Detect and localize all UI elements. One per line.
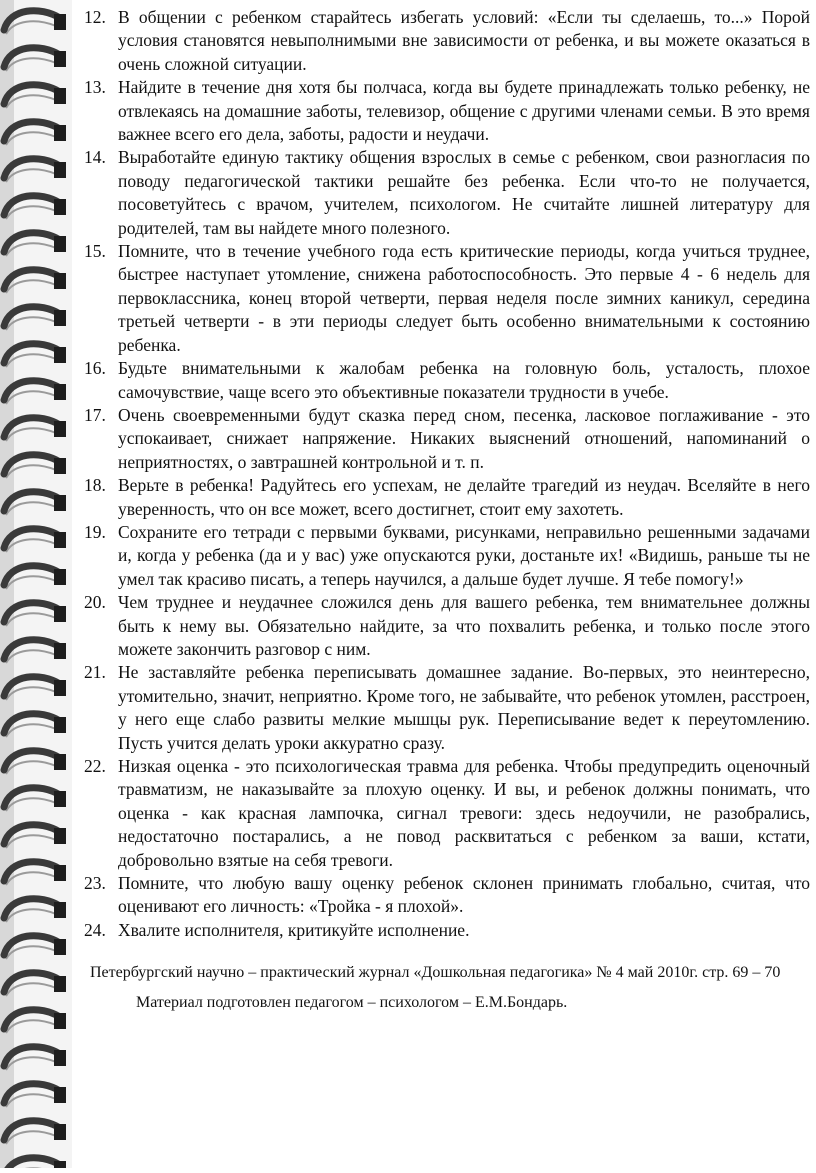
list-item — [84, 146, 810, 240]
item-number: 22. — [84, 756, 106, 776]
item-number: 23. — [84, 873, 106, 894]
item-text: Верьте в ребенка! Радуйтесь его успехам, не делайте трагедий из неудач. Вселяйте в него уверенность, что он все может, всего достигнет, стоит ему захотеть. — [118, 475, 810, 519]
item-text: В общении с ребенком старайтесь избегать условий: «Если ты сделаешь, то...» Порой условия становятся невыполнимыми вне зависимости от ребенка, и вы можете оказаться в очень сложной ситуации. — [118, 7, 810, 74]
item-number: 12. — [84, 7, 106, 27]
list-item — [84, 521, 810, 591]
list-item — [84, 240, 810, 357]
list-item — [84, 919, 810, 942]
item-text: Низкая оценка - это психологическая травма для ребенка. Чтобы предупредить оценочный травматизм, не наказывайте за плохую оценку. И вы, и ребенок должны понимать, что оценка - как красная лампочка, сигнал тревоги: здесь недоучили, не разобрались, недостаточно постарались, а не повод расквитаться с ребенком за ваши, кстати, добровольно взятые на себя тревоги. — [118, 756, 810, 870]
tips-list — [84, 6, 810, 942]
item-text: Выработайте единую тактику общения взрослых в семье с ребенком, свои разногласия по поводу педагогической тактики решайте без ребенка. Если что-то не получается, посоветуйтесь с врачом, учителем, психологом. Не считайте лишней литературу для родителей, там вы найдете много полезного. — [118, 147, 810, 238]
item-number: 16. — [84, 358, 106, 379]
author-credit: Материал подготовлен педагогом – психологом – Е.М.Бондарь. — [136, 994, 568, 1012]
item-number: 24. — [84, 919, 106, 940]
list-item — [84, 404, 810, 474]
item-text: Сохраните его тетради с первыми буквами, рисунками, неправильно решенными задачами и, когда у ребенка (да и у вас) уже опускаются руки, достаньте их! «Видишь, раньше ты не умел так красиво писать, а теперь научился, а дальше будет лучше. Я тебе помогу!» — [118, 521, 810, 589]
list-item — [84, 474, 810, 521]
item-text: Чем труднее и неудачнее сложился день для вашего ребенка, тем внимательнее должны быть к нему вы. Обязательно найдите, за что похвалить ребенка, и только после этого можете закончить разговор с ним. — [118, 592, 810, 659]
item-text: Будьте внимательными к жалобам ребенка на головную боль, усталость, плохое самочувствие, чаще всего это объективные показатели трудности в учебе. — [118, 358, 810, 402]
item-text: Очень своевременными будут сказка перед сном, песенка, ласковое поглаживание - это успокаивает, снижает напряжение. Никаких выяснений отношений, напоминаний о неприятностях, о завтрашней контрольной и т. п. — [118, 404, 810, 472]
list-item — [84, 755, 810, 872]
list-item — [84, 76, 810, 146]
item-text: Не заставляйте ребенка переписывать домашнее задание. Во-первых, это неинтересно, утомительно, значит, неприятно. Кроме того, не забывайте, что ребенок утомлен, расстроен, у него еще слабо развиты мелкие мышцы рук. Переписывание ведет к переутомлению. Пусть учится делать уроки аккуратно сразу. — [118, 662, 810, 753]
item-text: Найдите в течение дня хотя бы полчаса, когда вы будете принадлежать только ребенку, не отвлекаясь на домашние заботы, телевизор, общение с другими членами семьи. В это время важнее всего его дела, заботы, радости и неудачи. — [118, 77, 810, 145]
list-item — [84, 6, 810, 76]
item-number: 15. — [84, 241, 106, 262]
item-text: Помните, что в течение учебного года есть критические периоды, когда учиться труднее, быстрее наступает утомление, снижена работоспособность. Это первые 4 - 6 недель для первоклассника, конец второй четверти, первая неделя после зимних каникул, середина третьей четверти - в эти периоды следует быть особенно внимательными к состоянию ребенка. — [118, 241, 810, 355]
item-number: 17. — [84, 404, 106, 425]
item-number: 20. — [84, 592, 106, 613]
item-number: 21. — [84, 662, 106, 683]
item-number: 18. — [84, 475, 106, 496]
list-item — [84, 591, 810, 661]
source-citation: Петербургский научно – практический журнал «Дошкольная педагогика» № 4 май 2010г. стр. 69 – 70 — [90, 964, 781, 982]
item-number: 14. — [84, 147, 106, 168]
list-item — [84, 661, 810, 755]
list-item — [84, 872, 810, 919]
item-number: 13. — [84, 77, 106, 98]
list-item — [84, 357, 810, 404]
document-body — [84, 6, 810, 1014]
item-text: Помните, что любую вашу оценку ребенок склонен принимать глобально, считая, что оценивают его личность: «Тройка - я плохой». — [118, 873, 810, 917]
item-number: 19. — [84, 521, 106, 542]
spiral-binding — [0, 0, 72, 1168]
item-text: Хвалите исполнителя, критикуйте исполнение. — [118, 919, 470, 940]
